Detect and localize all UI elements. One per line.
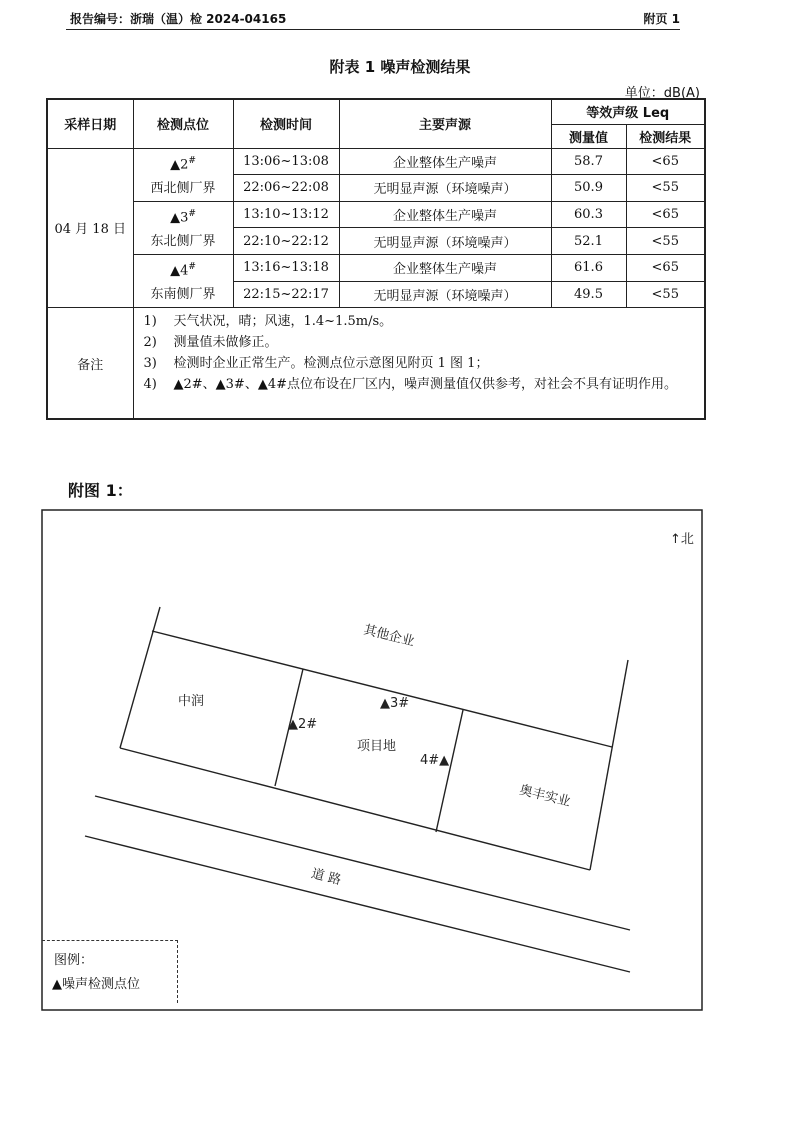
point-cell bbox=[133, 255, 233, 308]
remark-item: 3) 检测时企业正常生产。检测点位示意图见附页 1 图 1； bbox=[143, 356, 489, 372]
time-cell: 22:15~22:17 bbox=[233, 281, 339, 308]
table-row bbox=[47, 201, 705, 228]
source-cell: 企业整体生产噪声 bbox=[339, 255, 551, 282]
col-time-header: 检测时间 bbox=[233, 99, 339, 148]
col-point-header: 检测点位 bbox=[133, 99, 233, 148]
time-cell: 13:10~13:12 bbox=[233, 201, 339, 228]
point-marker: ▲2 bbox=[170, 156, 189, 172]
result-cell: <55 bbox=[626, 281, 705, 308]
boundary-line bbox=[152, 631, 612, 747]
remark-item: 1) 天气状况，晴；风速，1.4~1.5m/s。 bbox=[143, 314, 393, 330]
result-cell: <55 bbox=[626, 228, 705, 255]
result-cell: <65 bbox=[626, 201, 705, 228]
source-cell: 企业整体生产噪声 bbox=[339, 201, 551, 228]
value-cell: 52.1 bbox=[551, 228, 626, 255]
time-cell: 22:06~22:08 bbox=[233, 175, 339, 202]
report-number: 报告编号：浙瑞（温）检 2024-04165 bbox=[70, 12, 287, 26]
value-cell: 60.3 bbox=[551, 201, 626, 228]
road-edge bbox=[95, 796, 630, 930]
table-row bbox=[47, 255, 705, 282]
label-other-enterprise: 其他企业 bbox=[361, 622, 416, 650]
boundary-line bbox=[120, 607, 160, 748]
boundary-line bbox=[590, 660, 628, 870]
legend-item: ▲噪声检测点位 bbox=[52, 977, 140, 992]
noise-result-table bbox=[46, 98, 706, 420]
source-cell: 无明显声源（环境噪声） bbox=[339, 175, 551, 202]
table-row bbox=[47, 148, 705, 175]
source-cell: 企业整体生产噪声 bbox=[339, 148, 551, 175]
source-cell: 无明显声源（环境噪声） bbox=[339, 228, 551, 255]
col-result-header: 检测结果 bbox=[626, 124, 705, 148]
north-arrow: ↑北 bbox=[670, 532, 694, 547]
boundary-line bbox=[120, 748, 590, 870]
time-cell: 13:06~13:08 bbox=[233, 148, 339, 175]
label-project-site: 项目地 bbox=[357, 739, 397, 754]
remark-item: 4) ▲2#、▲3#、▲4#点位布设在厂区内，噪声测量值仅供参考，对社会不具有证明作用。 bbox=[143, 377, 677, 393]
label-road: 道 路 bbox=[309, 866, 343, 889]
remarks-list bbox=[133, 308, 705, 420]
time-cell: 13:16~13:18 bbox=[233, 255, 339, 282]
point-marker: ▲3 bbox=[170, 210, 189, 226]
header-rule bbox=[66, 29, 680, 30]
point-sup: # bbox=[188, 262, 196, 273]
label-zhongrun: 中润 bbox=[178, 694, 205, 709]
point-4-marker: 4#▲ bbox=[420, 753, 450, 768]
legend-box bbox=[42, 940, 178, 1003]
point-name: 东南侧厂界 bbox=[150, 287, 216, 303]
col-measured-header: 测量值 bbox=[551, 124, 626, 148]
legend-title: 图例： bbox=[54, 953, 94, 968]
value-cell: 49.5 bbox=[551, 281, 626, 308]
point-name: 东北侧厂界 bbox=[150, 234, 216, 250]
date-cell: 04 月 18 日 bbox=[47, 148, 133, 308]
figure-label: 附图 1： bbox=[68, 481, 133, 500]
point-3-marker: ▲3# bbox=[380, 696, 410, 711]
remark-item: 2) 测量值未做修正。 bbox=[143, 335, 278, 351]
result-cell: <65 bbox=[626, 148, 705, 175]
time-cell: 22:10~22:12 bbox=[233, 228, 339, 255]
col-source-header: 主要声源 bbox=[339, 99, 551, 148]
boundary-line bbox=[436, 710, 463, 832]
result-cell: <55 bbox=[626, 175, 705, 202]
table-title: 附表 1 噪声检测结果 bbox=[329, 58, 471, 76]
unit-label: 单位：dB(A) bbox=[624, 86, 700, 101]
point-name: 西北侧厂界 bbox=[150, 180, 216, 196]
remarks-row bbox=[47, 308, 705, 420]
col-date-header: 采样日期 bbox=[47, 99, 133, 148]
value-cell: 61.6 bbox=[551, 255, 626, 282]
map-frame bbox=[42, 510, 702, 1010]
result-cell: <65 bbox=[626, 255, 705, 282]
point-marker: ▲4 bbox=[170, 263, 189, 279]
col-leq-header: 等效声级 Leq bbox=[551, 99, 705, 124]
source-cell: 无明显声源（环境噪声） bbox=[339, 281, 551, 308]
label-aofeng: 奥丰实业 bbox=[517, 782, 572, 810]
point-sup: # bbox=[188, 208, 196, 219]
remarks-label: 备注 bbox=[47, 308, 133, 420]
value-cell: 58.7 bbox=[551, 148, 626, 175]
value-cell: 50.9 bbox=[551, 175, 626, 202]
point-cell bbox=[133, 201, 233, 254]
point-cell bbox=[133, 148, 233, 201]
point-sup: # bbox=[188, 155, 196, 166]
page-label: 附页 1 bbox=[643, 12, 680, 26]
point-2-marker: ▲2# bbox=[288, 717, 318, 732]
